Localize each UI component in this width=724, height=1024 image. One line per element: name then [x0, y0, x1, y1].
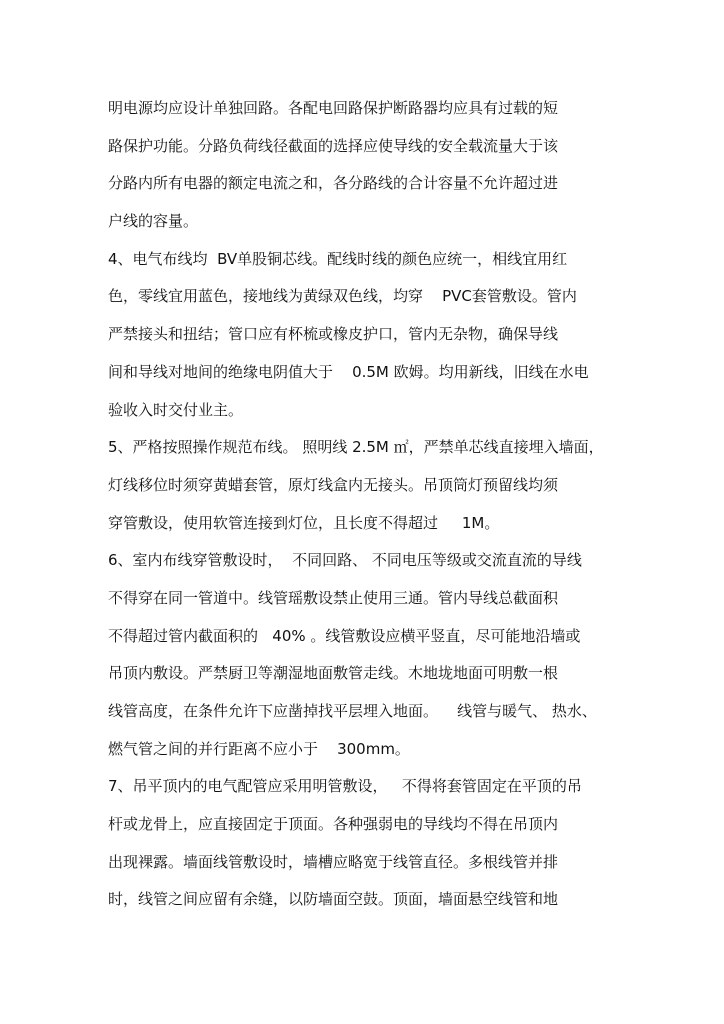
text-line: 间和导线对地间的绝缘电阴值大于 0.5M 欧姆。均用新线，旧线在水电: [108, 362, 589, 381]
text-line: 色，零线宜用蓝色，接地线为黄绿双色线，均穿 PVC套管敷设。管内: [108, 287, 577, 306]
text-line: 路保护功能。分路负荷线径截面的选择应使导线的安全载流量大于该: [108, 136, 559, 155]
text-line: 穿管敷设，使用软管连接到灯位，且长度不得超过 1M。: [108, 513, 500, 532]
text-line: 燃气管之间的并行距离不应小于 300mm。: [108, 739, 410, 758]
text-line: 6、室内布线穿管敷设时， 不同回路、 不同电压等级或交流直流的导线: [108, 551, 582, 570]
text-line: 不得超过管内截面积的 40% 。线管敷设应横平竖直，尽可能地沿墙或: [108, 626, 581, 645]
text-line: 时，线管之间应留有余缝，以防墙面空鼓。顶面，墙面悬空线管和地: [108, 890, 559, 909]
text-line: 分路内所有电器的额定电流之和，各分路线的合计容量不允许超过进: [108, 174, 559, 193]
text-line: 严禁接头和扭结；管口应有杯梳或橡皮护口，管内无杂物，确保导线: [108, 325, 559, 344]
body-text: [108, 93, 628, 922]
text-line: 验收入时交付业主。: [108, 400, 244, 419]
text-line: 明电源均应设计单独回路。各配电回路保护断路器均应具有过载的短: [108, 99, 559, 117]
text-line: 户线的容量。: [108, 212, 199, 231]
text-line: 4、电气布线均 BV单股铜芯线。配线时线的颜色应统一，相线宜用红: [108, 249, 568, 268]
text-line: 7、吊平顶内的电气配管应采用明管敷设， 不得将套管固定在平顶的吊: [108, 777, 582, 796]
text-line: 杆或龙骨上，应直接固定于顶面。各种强弱电的导线均不得在吊顶内: [108, 815, 559, 834]
text-line: 5、严格按照操作规范布线。 照明线 2.5M ㎡，严禁单芯线直接埋入墙面，: [108, 438, 604, 457]
text-line: 不得穿在同一管道中。线管瑶敷设禁止使用三通。管内导线总截面积: [108, 588, 559, 607]
text-line: 灯线移位时须穿黄蜡套管，原灯线盒内无接头。吊顶筒灯预留线均须: [108, 475, 559, 494]
text-line: 出现裸露。墙面线管敷设时，墙槽应略宽于线管直径。多根线管并排: [108, 852, 559, 871]
text-line: 线管高度，在条件允许下应凿掉找平层埋入地面。 线管与暖气、 热水、: [108, 702, 597, 720]
text-line: 吊顶内敷设。严禁厨卫等潮湿地面敷管走线。木地垅地面可明敷一根: [108, 664, 559, 683]
